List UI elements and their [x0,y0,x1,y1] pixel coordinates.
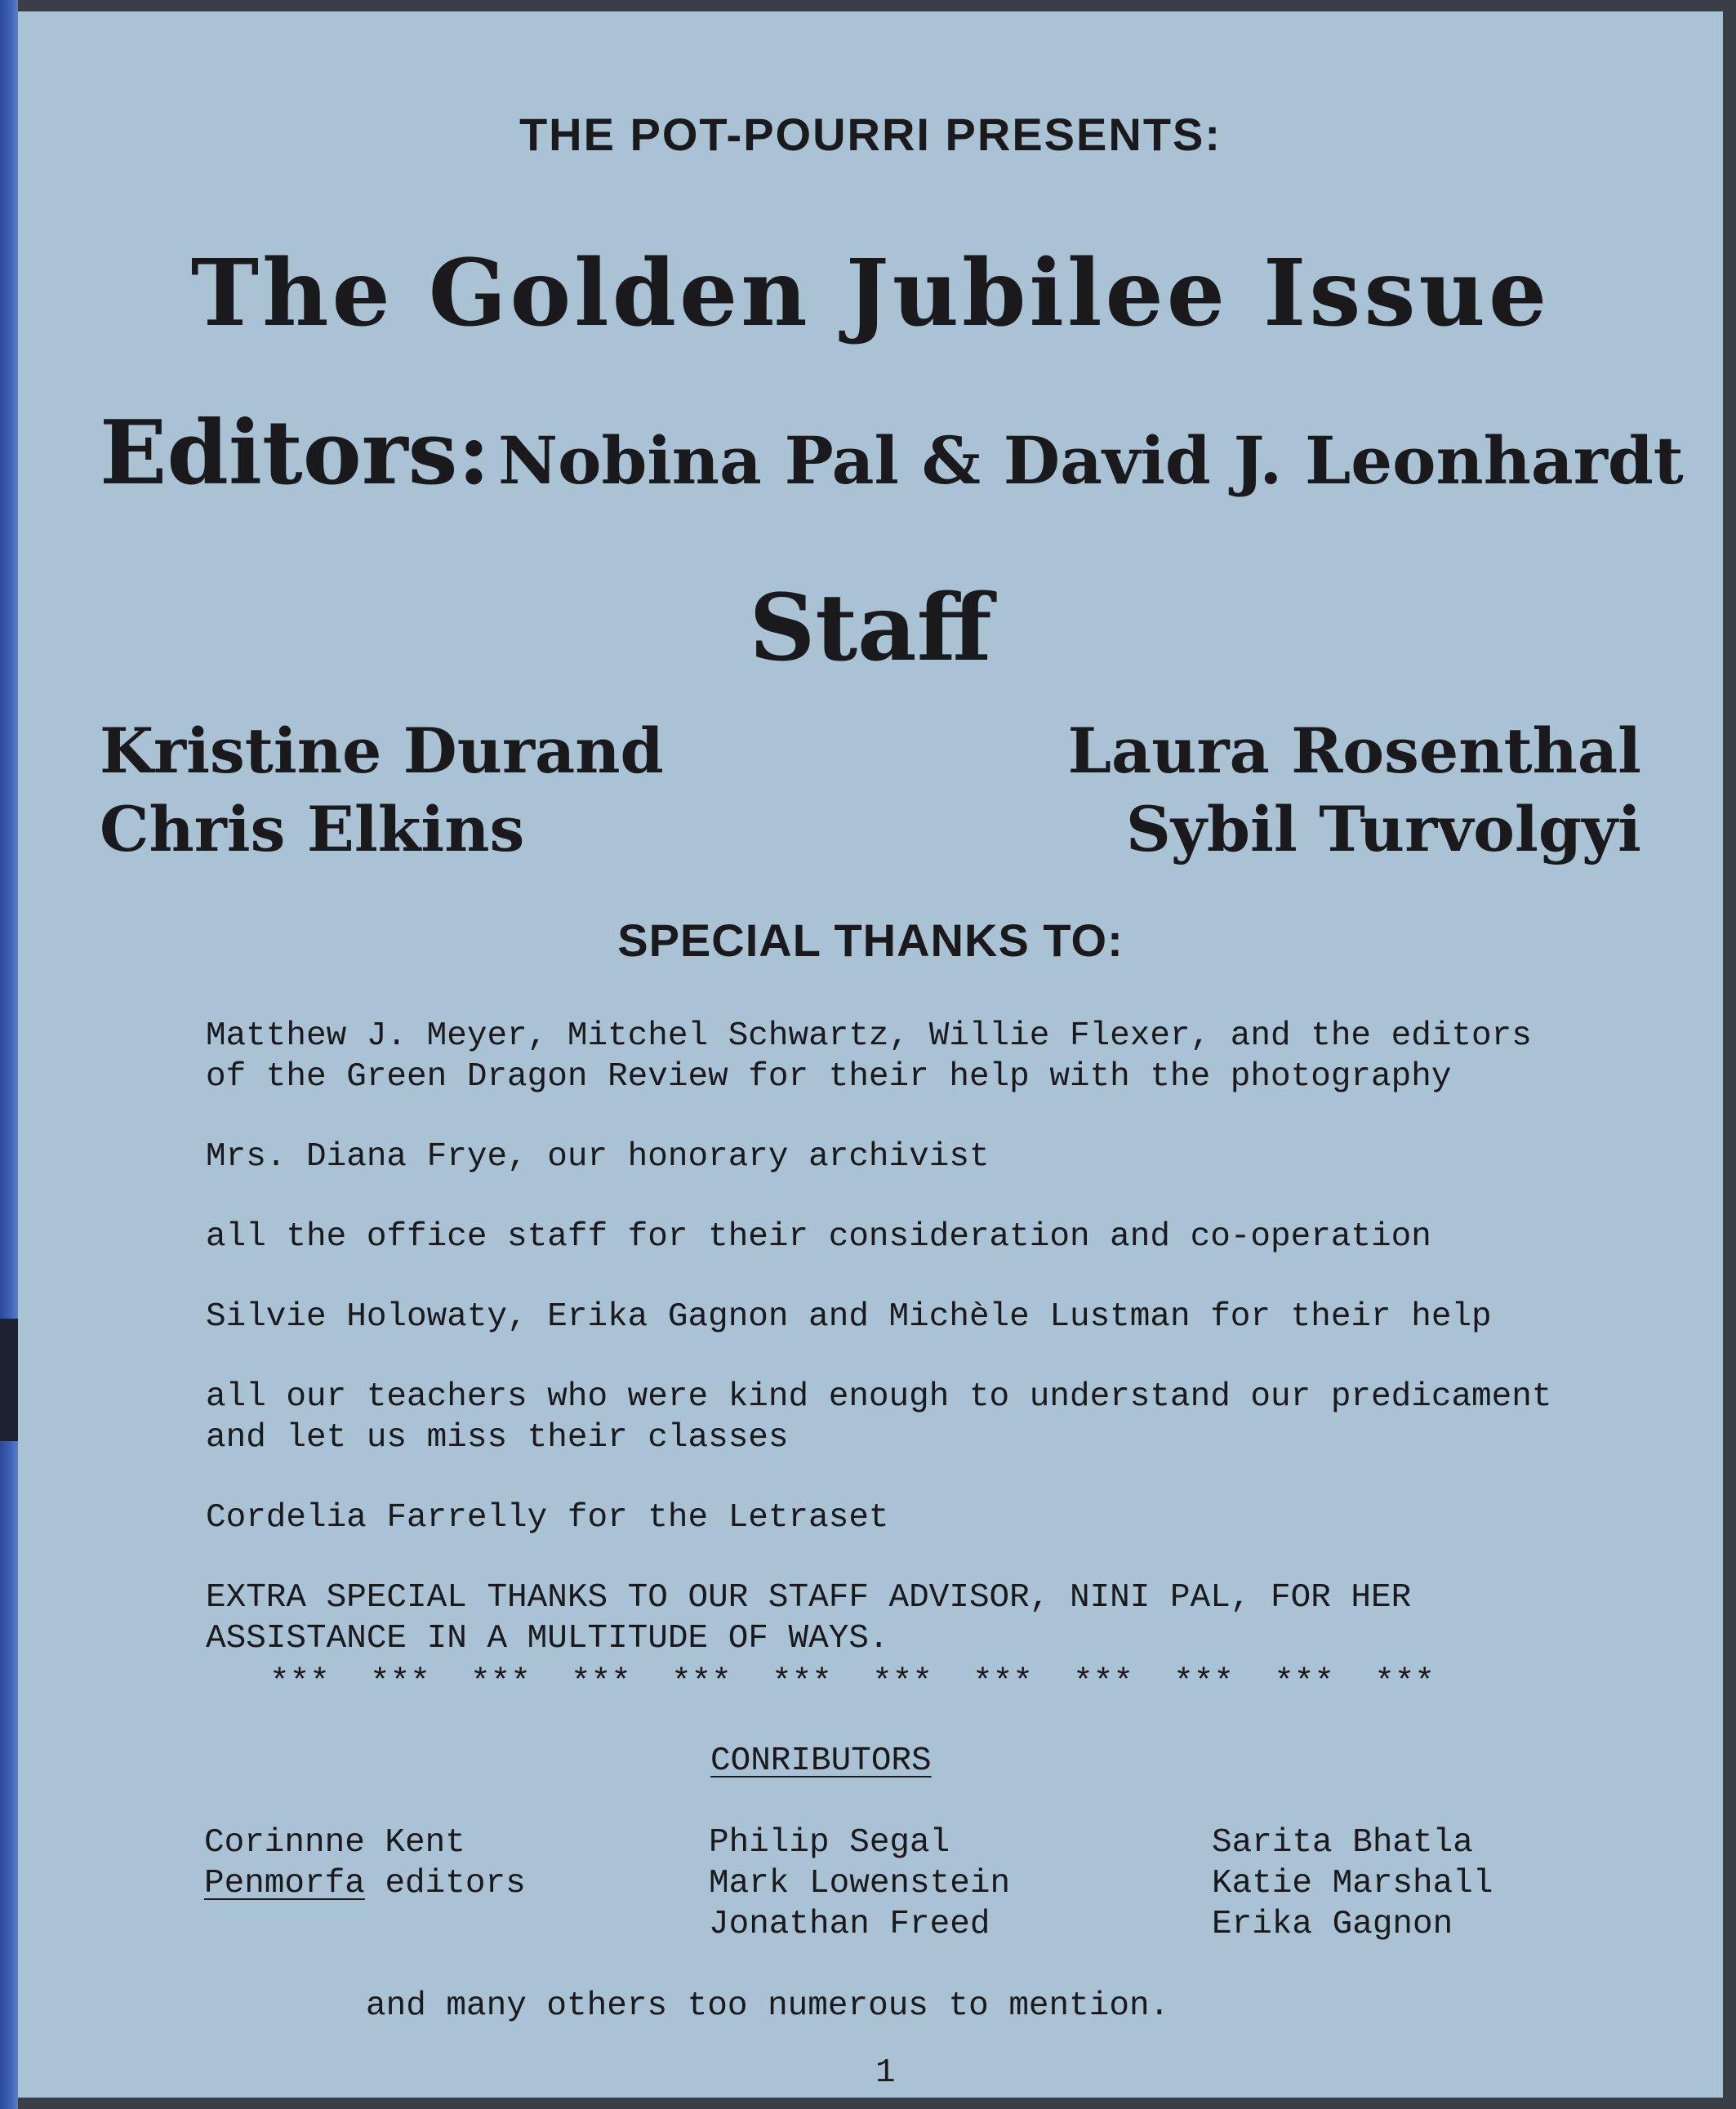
contributor: Philip Segal [709,1824,950,1862]
contributor: Erika Gagnon [1212,1906,1453,1943]
thanks-item: Silvie Holowaty, Erika Gagnon and Michèle Lustman for their help [206,1298,1492,1336]
contributors-col-1 [204,1822,526,1904]
special-thanks-heading: SPECIAL THANKS TO: [617,914,1124,966]
staff-left [100,712,664,869]
thanks-item: Mrs. Diana Frye, our honorary archivist [206,1138,990,1176]
thanks-list [206,1016,1551,1659]
contributors-col-3 [1212,1822,1493,1945]
binding-edge [0,0,18,2109]
contributors-col-2 [709,1822,1010,1945]
editors-label: Editors: [100,402,491,505]
page-number: 1 [875,2054,896,2092]
staff-right [1068,712,1641,869]
thanks-item: all our teachers who were kind enough to understand our predicament and let us miss their classes [206,1378,1552,1457]
thanks-item: all the office staff for their consideration and co-operation [206,1218,1431,1256]
editors-names: Nobina Pal & David J. Leonhardt [497,422,1684,499]
staff-member: Laura Rosenthal [1067,714,1641,787]
thanks-item: Cordelia Farrelly for the Letraset [206,1499,889,1537]
contributor: Sarita Bhatla [1212,1824,1473,1862]
staff-member: Sybil Turvolgyi [1125,793,1641,865]
contributor: Katie Marshall [1212,1865,1493,1902]
closing-line: and many others too numerous to mention. [366,1987,1170,2025]
thanks-item: EXTRA SPECIAL THANKS TO OUR STAFF ADVISOR, NINI PAL, FOR HER ASSISTANCE IN A MULTITUDE OF WAYS. [206,1579,1412,1657]
issue-title: The Golden Jubilee Issue [190,240,1551,347]
contributor: Corinnne Kent [204,1824,465,1862]
publication-name: Penmorfa [204,1865,365,1902]
page [18,11,1723,2098]
contributor: Penmorfa editors [204,1865,526,1902]
contributors-heading: CONRIBUTORS [710,1742,932,1780]
thanks-item: Matthew J. Meyer, Mitchel Schwartz, Willie Flexer, and the editors of the Green Dragon Review for their help with the photography [206,1017,1532,1096]
staff-heading: Staff [749,575,992,682]
editors-line [100,402,1684,505]
contributor: Jonathan Freed [709,1906,990,1943]
staff-member: Kristine Durand [100,714,664,787]
header: THE POT-POURRI PRESENTS: [519,109,1222,160]
contributor: Mark Lowenstein [709,1865,1011,1902]
star-divider: *** *** *** *** *** *** *** *** *** *** *** *** [269,1664,1436,1702]
staff-member: Chris Elkins [100,793,525,865]
